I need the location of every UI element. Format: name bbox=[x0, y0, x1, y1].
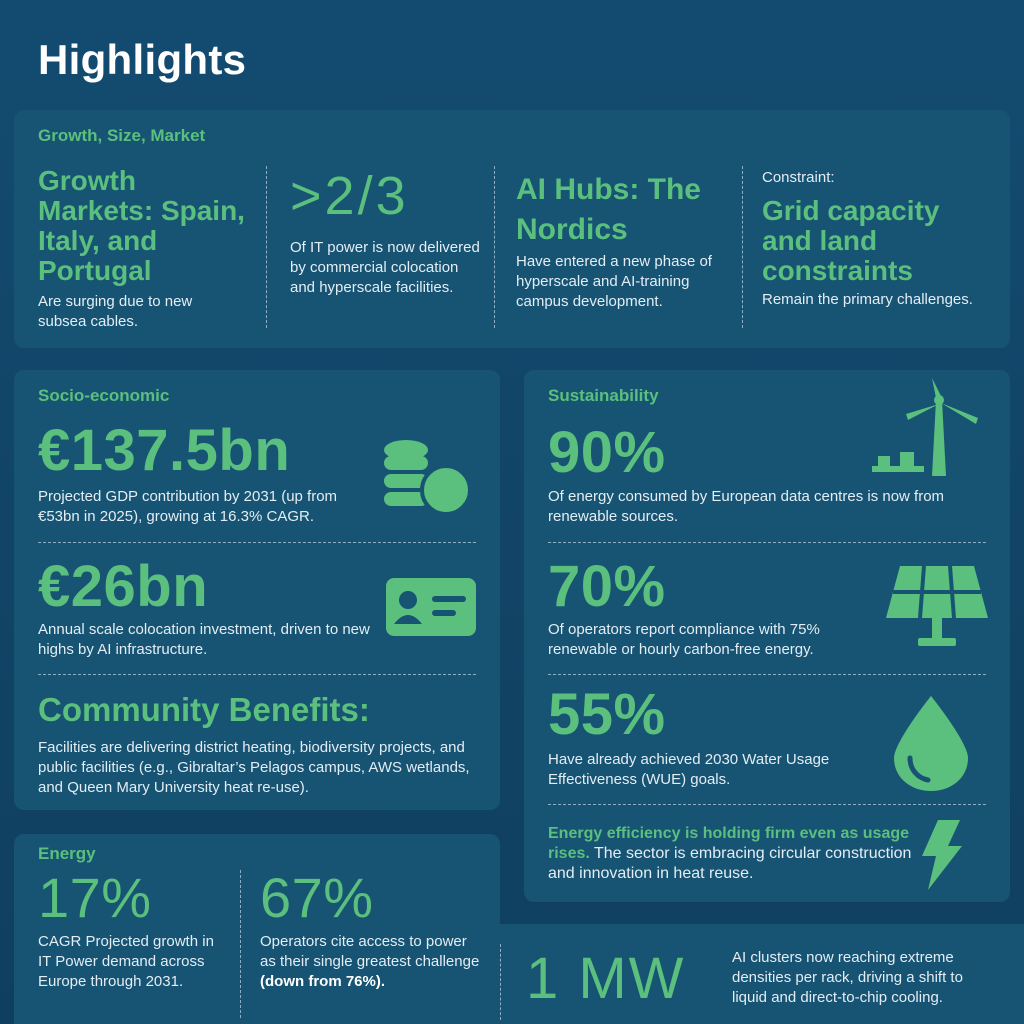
divider bbox=[266, 166, 267, 328]
carbon-free-compliance-value: 70% bbox=[548, 554, 666, 619]
sustainability-label: Sustainability bbox=[548, 386, 659, 405]
community-benefits-desc: Facilities are delivering district heating, biodiversity projects, and public facilities (e.g., Gibraltar’s Pelagos campus, AWS wetlands, and Queen Mary University heat re-use). bbox=[38, 739, 470, 796]
it-power-growth-value: 17% bbox=[38, 866, 152, 929]
rack-density-value: 1 MW bbox=[526, 946, 686, 1011]
power-access-change: (down from 76%). bbox=[260, 973, 386, 990]
divider bbox=[240, 870, 241, 1018]
power-access-text: Operators cite access to power as their single greatest challenge bbox=[260, 933, 480, 970]
socio-economic-label: Socio-economic bbox=[38, 386, 170, 405]
constraint-pre: Constraint: bbox=[762, 169, 835, 186]
coins-icon bbox=[384, 438, 474, 523]
wind-turbine-icon bbox=[870, 378, 985, 485]
energy-efficiency-rest: The sector is embracing circular construction and innovation in heat reuse. bbox=[548, 845, 912, 882]
energy-efficiency-lead: Energy efficiency is holding firm even as usage rises. bbox=[548, 825, 910, 862]
community-benefits-heading: Community Benefits: bbox=[38, 691, 370, 728]
divider bbox=[548, 674, 986, 675]
power-access-desc bbox=[260, 932, 480, 992]
renewable-energy-value: 90% bbox=[548, 420, 666, 485]
divider bbox=[500, 944, 501, 1020]
page-title: Highlights bbox=[38, 36, 247, 83]
ai-hubs-desc: Have entered a new phase of hyperscale and AI-training campus development. bbox=[516, 253, 712, 310]
constraint-heading: Grid capacity and land constraints bbox=[762, 195, 940, 286]
rack-density-desc: AI clusters now reaching extreme densities per rack, driving a shift to liquid and direct-to-chip cooling. bbox=[732, 949, 963, 1006]
solar-panel-icon bbox=[886, 566, 988, 653]
divider bbox=[548, 804, 986, 805]
ai-hubs-heading: AI Hubs: The Nordics bbox=[516, 173, 701, 246]
growth-markets-heading: Growth Markets: Spain, Italy, and Portugal bbox=[38, 165, 245, 286]
it-power-growth-desc: CAGR Projected growth in IT Power demand across Europe through 2031. bbox=[38, 933, 214, 990]
divider bbox=[38, 542, 476, 543]
renewable-energy-desc: Of energy consumed by European data centres is now from renewable sources. bbox=[548, 488, 945, 525]
growth-markets-desc: Are surging due to new subsea cables. bbox=[38, 293, 193, 330]
colocation-investment-desc: Annual scale colocation investment, driven to new highs by AI infrastructure. bbox=[38, 621, 370, 658]
constraint-desc: Remain the primary challenges. bbox=[762, 291, 973, 308]
energy-efficiency-text bbox=[548, 824, 918, 884]
divider bbox=[742, 166, 743, 328]
water-drop-icon bbox=[892, 696, 970, 797]
divider bbox=[494, 166, 495, 328]
growth-label: Growth, Size, Market bbox=[38, 126, 206, 145]
power-access-value: 67% bbox=[260, 866, 374, 929]
carbon-free-compliance-desc: Of operators report compliance with 75% renewable or hourly carbon-free energy. bbox=[548, 621, 820, 658]
gdp-desc: Projected GDP contribution by 2031 (up from €53bn in 2025), growing at 16.3% CAGR. bbox=[38, 488, 338, 525]
lightning-icon bbox=[918, 820, 964, 895]
energy-label: Energy bbox=[38, 844, 96, 863]
it-power-desc: Of IT power is now delivered by commercial colocation and hyperscale facilities. bbox=[290, 239, 480, 296]
wue-goals-value: 55% bbox=[548, 682, 666, 747]
colocation-investment-value: €26bn bbox=[38, 554, 209, 619]
id-card-icon bbox=[386, 578, 476, 643]
divider bbox=[38, 674, 476, 675]
wue-goals-desc: Have already achieved 2030 Water Usage Effectiveness (WUE) goals. bbox=[548, 751, 830, 788]
divider bbox=[548, 542, 986, 543]
gdp-value: €137.5bn bbox=[38, 418, 291, 483]
it-power-value: >2/3 bbox=[290, 166, 409, 226]
